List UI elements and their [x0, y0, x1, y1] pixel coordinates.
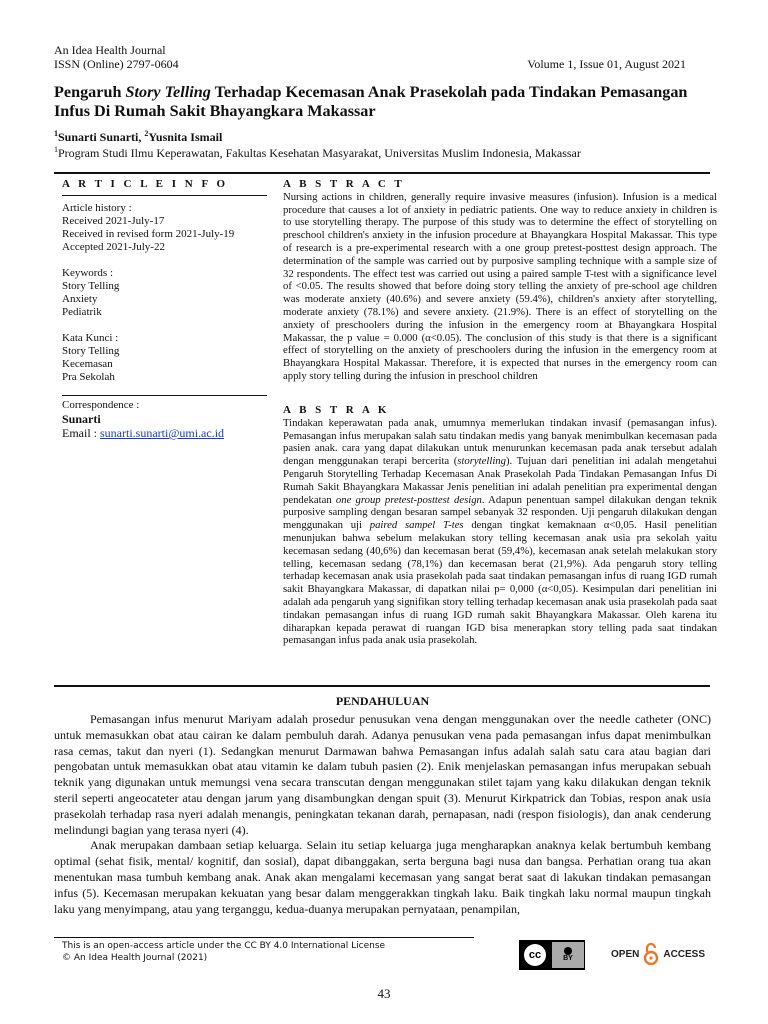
abstract-heading: A B S T R A C T — [283, 178, 405, 190]
authors: $^1$Sunarti Sunarti, $^2$Yusnita Ismail — [54, 129, 223, 144]
cc-by-badge[interactable] — [519, 940, 585, 970]
footer-rule — [54, 937, 474, 938]
copyright: © An Idea Health Journal (2021) — [62, 953, 208, 963]
revised-date: Received in revised form 2021-July-19 — [62, 228, 235, 240]
katakunci-item: Story Telling — [62, 345, 120, 357]
correspondence-name: Sunarti — [62, 412, 101, 426]
accepted-date: Accepted 2021-July-22 — [62, 241, 165, 253]
affiliation: $^1$Program Studi Ilmu Keperawatan, Fakultas Kesehatan Masyarakat, Universitas Muslim Indonesia, Makassar — [54, 145, 581, 160]
open-lock-icon — [643, 943, 659, 965]
journal-name: An Idea Health Journal — [54, 43, 166, 57]
article-title: Pengaruh Story Telling Terhadap Kecemasan Anak Prasekolah pada Tindakan Pemasangan Infus Di Rumah Sakit Bhayangkara Makassar — [54, 83, 688, 120]
paragraph: Pemasangan infus menurut Mariyam adalah prosedur penusukan vena dengan menggunakan over the needle catheter (ONC) untuk memasukkan obat atau cairan ke dalam pembuluh darah. Adanya penusukan vena pada pemasangan infus dapat menimbulkan rasa cemas, takut dan nyeri (1). Sedangkan menurut Darmawan bahwa Pemasangan infus adalah salah satu cara atau bagian dari pengobatan untuk memasukkan obat atau vitamin ke dalam tubuh pasien (2). Enik menjelaskan pemasangan infus merupakan sebuah teknik yang digunakan untuk memungsi vena secara transcutan dengan menggunakan stilet tajam yang kaku dilakukan dengan teknik steril seperti angeocateter atau dengan jarum yang disambungkan dengan spuit (3). Menurut Kirkpatrick dan Tobias, respon anak usia prasekolah terhadap rasa nyeri adalah menangis, peningkatan tekanan darah, pernapasan, nadi (respon fisiologis), dan anak cenderung melindungi bagian yang terasa nyeri (4). — [54, 712, 711, 837]
abstrak-heading: A B S T R A K — [283, 404, 390, 416]
history-label: Article history : — [62, 202, 132, 214]
abstrak-text: Tindakan keperawatan pada anak, umumnya memerlukan tindakan invasif (pemasangan infus). Pemasangan infus merupakan salah satu tindakan medis yang banyak menimbulkan kecemasan pada pasien anak. cara yang dapat dilakukan untuk menurunkan kecemasan pada anak tersebut adalah dengan menggunakan terapi bercerita (storytelling). Tujuan dari penelitian ini adalah mengetahui Pengaruh Storytelling Terhadap Kecemasan Anak Prasekolah Pada Tindakan Pemasangan Infus Di Rumah Sakit Bhayangkara Makassar Jenis penelitian ini adalah penelitian pra experimental dengan pendekatan one group pretest-posttest design. Adapun penentuan sampel dilakukan dengan teknik purposive sampling dengan besaran sampel sebanyak 32 responden. Uji pengaruh dilakukan dengan menggunakan uji paired sampel T-tes dengan tingkat kemaknaan α<0,05. Hasil penelitian menunjukan bahwa sebelum melakukan story telling kecemasan anak usia pra sekolah yaitu kecemasan sedang (40,6%) dan kecemasan berat (59,4%), kecemasan anak setelah melakukan story telling, kecemasan sedang (78,1%) dan kecemasan berat (21,9%). Ada pengaruh story telling terhadap kecemasan anak usia prasekolah pada saat tindakan pemasangan infus di ruang IGD rumah sakit Bhayangkara Makassar, di dapatkan nilai p= 0,000 (α<0,05). Kesimpulan dari penelitian ini adalah ada pengaruh yang signifikan story telling terhadap kecemasan anak usia prasekolah pada saat tindakan pemasangan infus di ruang IGD rumah sakit Bhayangkara Makassar. Oleh karena itu diharapkan kepada perawat di ruangan IGD bisa menerapkan story telling pada saat tindakan pemasangan infus pada anak usia prasekolah. — [283, 416, 718, 647]
article-info — [62, 178, 262, 440]
correspondence-label: Correspondence : — [62, 399, 140, 411]
abstract-section — [283, 178, 717, 383]
paragraph: Anak merupakan dambaan setiap keluarga. Selain itu setiap keluarga juga mengharapkan anaknya kelak bertumbuh kembang optimal (sehat fisik, mental/ kognitif, dan sosial), dapat dibanggakan, serta berguna bagi nusa dan bangsa. Perhatian orang tua akan menentukan masa tumbuh kembang anak. Anak akan mengalami kecemasan yang sangat berat saat di lakukan tindakan pemasangan infus (5). Kecemasan merupakan kekuatan yang besar dalam menggerakkan tingkah laku. Baik tingkah laku normal maupun tingkah laku yang menyimpang, atau yang terganggu, kedua-duanya merupakan pernyataan, penampilan, — [54, 838, 711, 916]
katakunci-item: Kecemasan — [62, 358, 113, 370]
katakunci-label: Kata Kunci : — [62, 332, 119, 344]
license-note: This is an open-access article under the CC BY 4.0 International License — [62, 941, 386, 951]
by-icon: BY — [552, 942, 584, 968]
cc-icon: cc — [524, 944, 546, 966]
open-access-logo: OPEN ACCESS — [611, 943, 705, 965]
correspondence-rule — [62, 395, 267, 396]
keyword-item: Pediatrik — [62, 306, 102, 318]
article-info-rule — [62, 195, 267, 196]
abstract-text: Nursing actions in children, generally require invasive measures (infusion). Infusion is a medical procedure that causes a lot of anxiety in pediatric patients. One way to reduce anxiety in children is to use storytelling therapy. The purpose of this study was to determine the effect of storytelling on preschool children's anxiety in the infusion procedure at Bhayangkara Hospital Makassar. This type of research is a pre-experimental research with a one group pretest-posttest design approach. The determination of the sample was carried out by purposive sampling technique with a sample size of 32 respondents. The effect test was carried out using a paired sample T-test with a significance level of <0.05. The results showed that before doing story telling the anxiety of pre-school age children was moderate anxiety (40.6%) and severe anxiety (59.4%), children's anxiety after storytelling, moderate anxiety (78.1%) and severe anxiety. (21.9%). There is an effect of storytelling on the anxiety of preschoolers during the infusion in the emergency room at Bhayangkara Hospital Makassar, the p value = 0.000 (α<0.05). The conclusion of this study is that there is a significant effect of storytelling on the anxiety of preschoolers during the infusion in the emergency room at Bhayangkara Hospital Makassar. Therefore, it is expected that nurses in the emergency room can apply story telling during the infusion in preschool children — [283, 190, 717, 382]
abstrak-section — [283, 404, 717, 647]
page-number: 43 — [377, 986, 391, 1001]
article-info-heading: A R T I C L E I N F O — [62, 178, 229, 190]
received-date: Received 2021-July-17 — [62, 215, 165, 227]
body-text — [54, 712, 711, 917]
keyword-item: Story Telling — [62, 280, 120, 292]
issn: ISSN (Online) 2797-0604 — [54, 57, 179, 71]
keyword-item: Anxiety — [62, 293, 98, 305]
email-link[interactable]: sunarti.sunarti@umi.ac.id — [100, 426, 225, 440]
volume-info: Volume 1, Issue 01, August 2021 — [527, 57, 686, 71]
keywords-label: Keywords : — [62, 267, 114, 279]
abstract-bottom-rule — [54, 685, 710, 687]
katakunci-item: Pra Sekolah — [62, 371, 115, 383]
correspondence-email: Email : sunarti.sunarti@umi.ac.id — [62, 426, 225, 440]
section-heading-pendahuluan: PENDAHULUAN — [335, 694, 430, 708]
top-rule — [54, 172, 710, 174]
